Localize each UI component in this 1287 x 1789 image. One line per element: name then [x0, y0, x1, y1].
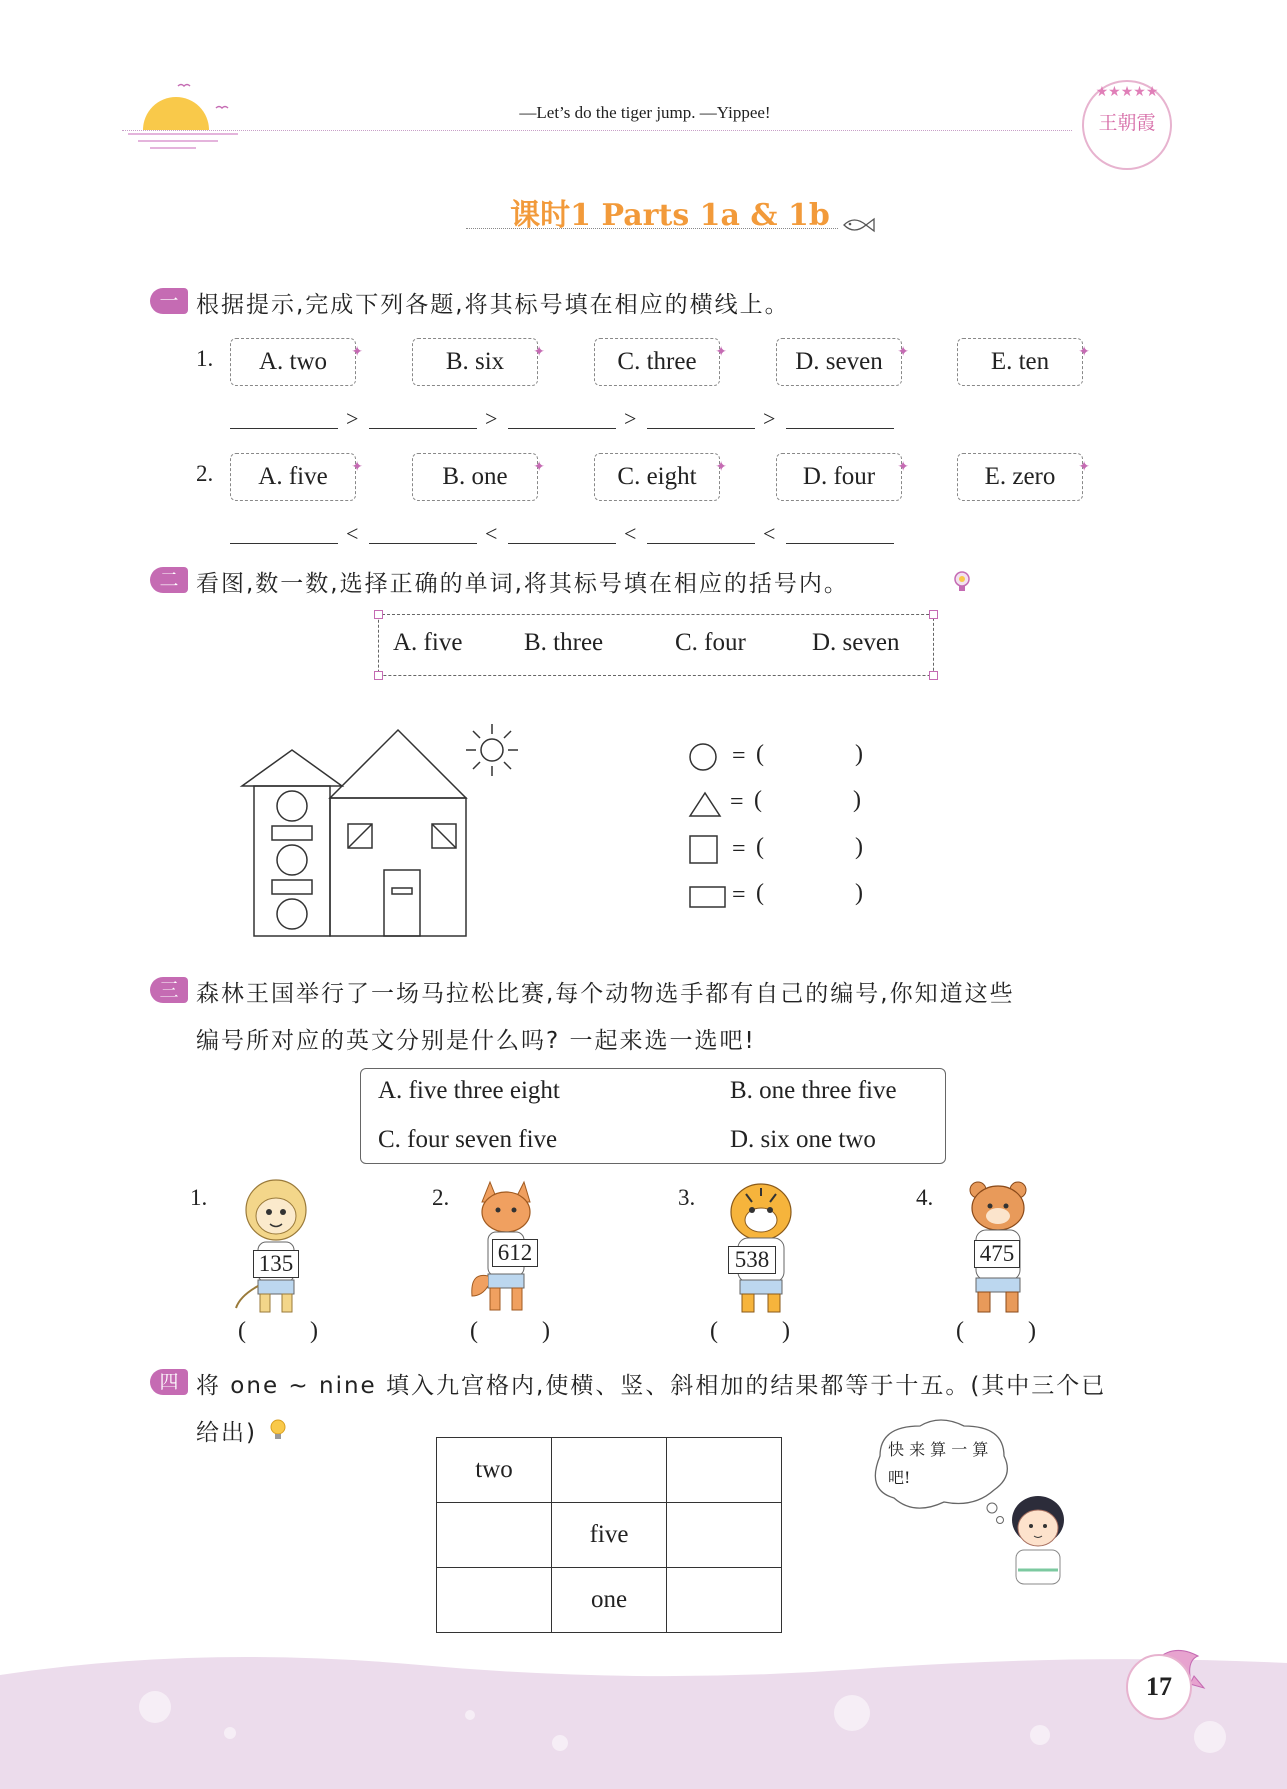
square-open-paren: ( — [756, 834, 764, 860]
footer-wave — [0, 1645, 1287, 1789]
animal4-number-card: 475 — [974, 1240, 1020, 1268]
q2-blank-3[interactable] — [508, 543, 616, 544]
circle-close-paren: ) — [855, 741, 863, 767]
q1-blank-1[interactable] — [230, 428, 338, 429]
brand-name: 王朝霞 — [1098, 112, 1156, 134]
circle-answer-blank[interactable] — [770, 741, 852, 769]
animal2-number-card: 612 — [492, 1239, 538, 1267]
section3-choice-b: B. one three five — [730, 1077, 897, 1104]
animal3-open-paren: ( — [710, 1318, 718, 1344]
star-icon: ✦ — [1078, 460, 1090, 475]
grid-cell: two — [437, 1438, 552, 1503]
rectangle-answer-blank[interactable] — [770, 880, 852, 908]
grid-row — [437, 1568, 782, 1633]
grid-cell[interactable] — [667, 1503, 782, 1568]
circle-shape-icon — [688, 742, 718, 772]
section3-choice-c: C. four seven five — [378, 1126, 558, 1153]
q2-blank-4[interactable] — [647, 543, 755, 544]
q2-option-d: D. four ✦ — [776, 453, 902, 501]
animal1-number-card: 135 — [253, 1250, 299, 1278]
grid-row — [437, 1503, 782, 1568]
animal4-number: 4. — [916, 1185, 934, 1210]
square-close-paren: ) — [855, 834, 863, 860]
q1-option-d: D. seven ✦ — [776, 338, 902, 386]
section4-instruction-line1: 将 one ~ nine 填入九宫格内,使横、竖、斜相加的结果都等于十五。(其中三个已 — [196, 1373, 1107, 1399]
star-icon: ✦ — [897, 460, 909, 475]
star-icon: ✦ — [351, 460, 363, 475]
section3-badge: 三 — [150, 977, 188, 1003]
triangle-answer-blank[interactable] — [768, 787, 850, 815]
q2-blank-1[interactable] — [230, 543, 338, 544]
star-icon: ✦ — [533, 460, 545, 475]
animal4-open-paren: ( — [956, 1318, 964, 1344]
grid-row — [437, 1438, 782, 1503]
grid-cell[interactable] — [437, 1568, 552, 1633]
q2-op-1: < — [346, 521, 359, 546]
monkey-illustration — [230, 1176, 320, 1316]
q2-number: 2. — [196, 461, 214, 486]
square-answer-blank[interactable] — [770, 834, 852, 862]
section2-choice-c: C. four — [675, 629, 746, 656]
sun-icon — [464, 722, 520, 778]
rectangle-eq-sign: = — [732, 882, 746, 908]
star-icon: ✦ — [533, 345, 545, 360]
star-icon: ✦ — [1078, 345, 1090, 360]
grid-cell[interactable] — [552, 1438, 667, 1503]
q1-op-1: > — [346, 406, 359, 431]
section2-choice-d: D. seven — [812, 629, 900, 656]
thought-bubble-text: 快 来 算 一 算吧! — [888, 1440, 989, 1487]
q1-op-2: > — [485, 406, 498, 431]
section3-instruction-line1: 森林王国举行了一场马拉松比赛,每个动物选手都有自己的编号,你知道这些 — [196, 981, 1015, 1007]
circle-open-paren: ( — [756, 741, 764, 767]
animal3-number-card: 538 — [728, 1246, 776, 1274]
q1-op-4: > — [763, 406, 776, 431]
animal3-close-paren: ) — [782, 1318, 790, 1344]
q1-option-a: A. two ✦ — [230, 338, 356, 386]
animal1-open-paren: ( — [238, 1318, 246, 1344]
magic-square-grid — [436, 1437, 782, 1633]
square-eq-sign: = — [732, 836, 746, 862]
brand-stars: ★★★★★ — [1095, 84, 1159, 100]
animal4-answer-blank[interactable] — [970, 1318, 1024, 1346]
section3-choice-a: A. five three eight — [378, 1077, 560, 1104]
square-shape-icon — [688, 834, 720, 866]
header-divider — [122, 130, 1072, 131]
section1-instruction: 根据提示,完成下列各题,将其标号填在相应的横线上。 — [196, 292, 790, 318]
fish-icon — [840, 214, 876, 236]
animal3-number: 3. — [678, 1185, 696, 1210]
animal2-close-paren: ) — [542, 1318, 550, 1344]
section3-instruction-line2: 编号所对应的英文分别是什么吗? 一起来选一选吧! — [196, 1028, 756, 1054]
q2-option-e: E. zero ✦ — [957, 453, 1083, 501]
triangle-open-paren: ( — [754, 787, 762, 813]
triangle-shape-icon — [688, 790, 722, 818]
q2-op-3: < — [624, 521, 637, 546]
triangle-eq-sign: = — [730, 789, 744, 815]
page-number-circle — [1126, 1654, 1192, 1720]
q1-option-b: B. six ✦ — [412, 338, 538, 386]
grid-cell: five — [552, 1503, 667, 1568]
animal1-close-paren: ) — [310, 1318, 318, 1344]
q2-option-a: A. five ✦ — [230, 453, 356, 501]
circle-eq-sign: = — [732, 743, 746, 769]
grid-cell: one — [552, 1568, 667, 1633]
title-underline — [466, 228, 838, 229]
section2-choice-a: A. five — [393, 629, 463, 656]
animal2-number: 2. — [432, 1185, 450, 1210]
rectangle-close-paren: ) — [855, 880, 863, 906]
lightbulb-icon — [268, 1418, 288, 1442]
q1-blank-4[interactable] — [647, 428, 755, 429]
q2-option-b: B. one ✦ — [412, 453, 538, 501]
animal1-number: 1. — [190, 1185, 208, 1210]
section4-badge: 四 — [150, 1369, 188, 1395]
lightbulb-icon — [952, 570, 972, 594]
triangle-close-paren: ) — [853, 787, 861, 813]
q1-option-e: E. ten ✦ — [957, 338, 1083, 386]
grid-cell[interactable] — [437, 1503, 552, 1568]
star-icon: ✦ — [715, 460, 727, 475]
section2-instruction: 看图,数一数,选择正确的单词,将其标号填在相应的括号内。 — [196, 571, 849, 597]
q1-option-c: C. three ✦ — [594, 338, 720, 386]
boy-illustration — [998, 1490, 1078, 1590]
star-icon: ✦ — [897, 345, 909, 360]
animal2-open-paren: ( — [470, 1318, 478, 1344]
section2-choice-b: B. three — [524, 629, 604, 656]
section3-choice-d: D. six one two — [730, 1126, 876, 1153]
animal3-answer-blank[interactable] — [724, 1318, 778, 1346]
q1-number: 1. — [196, 346, 214, 371]
brand-seal — [1082, 80, 1172, 170]
sun-logo-icon — [128, 78, 238, 153]
q2-op-2: < — [485, 521, 498, 546]
q2-op-4: < — [763, 521, 776, 546]
section4-instruction-line2: 给出) — [196, 1420, 257, 1446]
header-motto: —Let’s do the tiger jump. —Yippee! — [519, 103, 771, 122]
q2-blank-5[interactable] — [786, 543, 894, 544]
page-number: 17 — [1146, 1672, 1172, 1701]
section1-badge: 一 — [150, 288, 188, 314]
animal1-answer-blank[interactable] — [252, 1318, 306, 1346]
rectangle-open-paren: ( — [756, 880, 764, 906]
grid-cell[interactable] — [667, 1438, 782, 1503]
q2-option-c: C. eight ✦ — [594, 453, 720, 501]
q1-blank-5[interactable] — [786, 428, 894, 429]
q2-blank-2[interactable] — [369, 543, 477, 544]
animal2-answer-blank[interactable] — [484, 1318, 538, 1346]
rectangle-shape-icon — [688, 885, 728, 909]
q1-blank-2[interactable] — [369, 428, 477, 429]
page-title: 课时1 Parts 1a & 1b — [510, 198, 830, 233]
star-icon: ✦ — [351, 345, 363, 360]
grid-cell[interactable] — [667, 1568, 782, 1633]
animal4-close-paren: ) — [1028, 1318, 1036, 1344]
q1-op-3: > — [624, 406, 637, 431]
star-icon: ✦ — [715, 345, 727, 360]
section2-badge: 二 — [150, 567, 188, 593]
q1-blank-3[interactable] — [508, 428, 616, 429]
